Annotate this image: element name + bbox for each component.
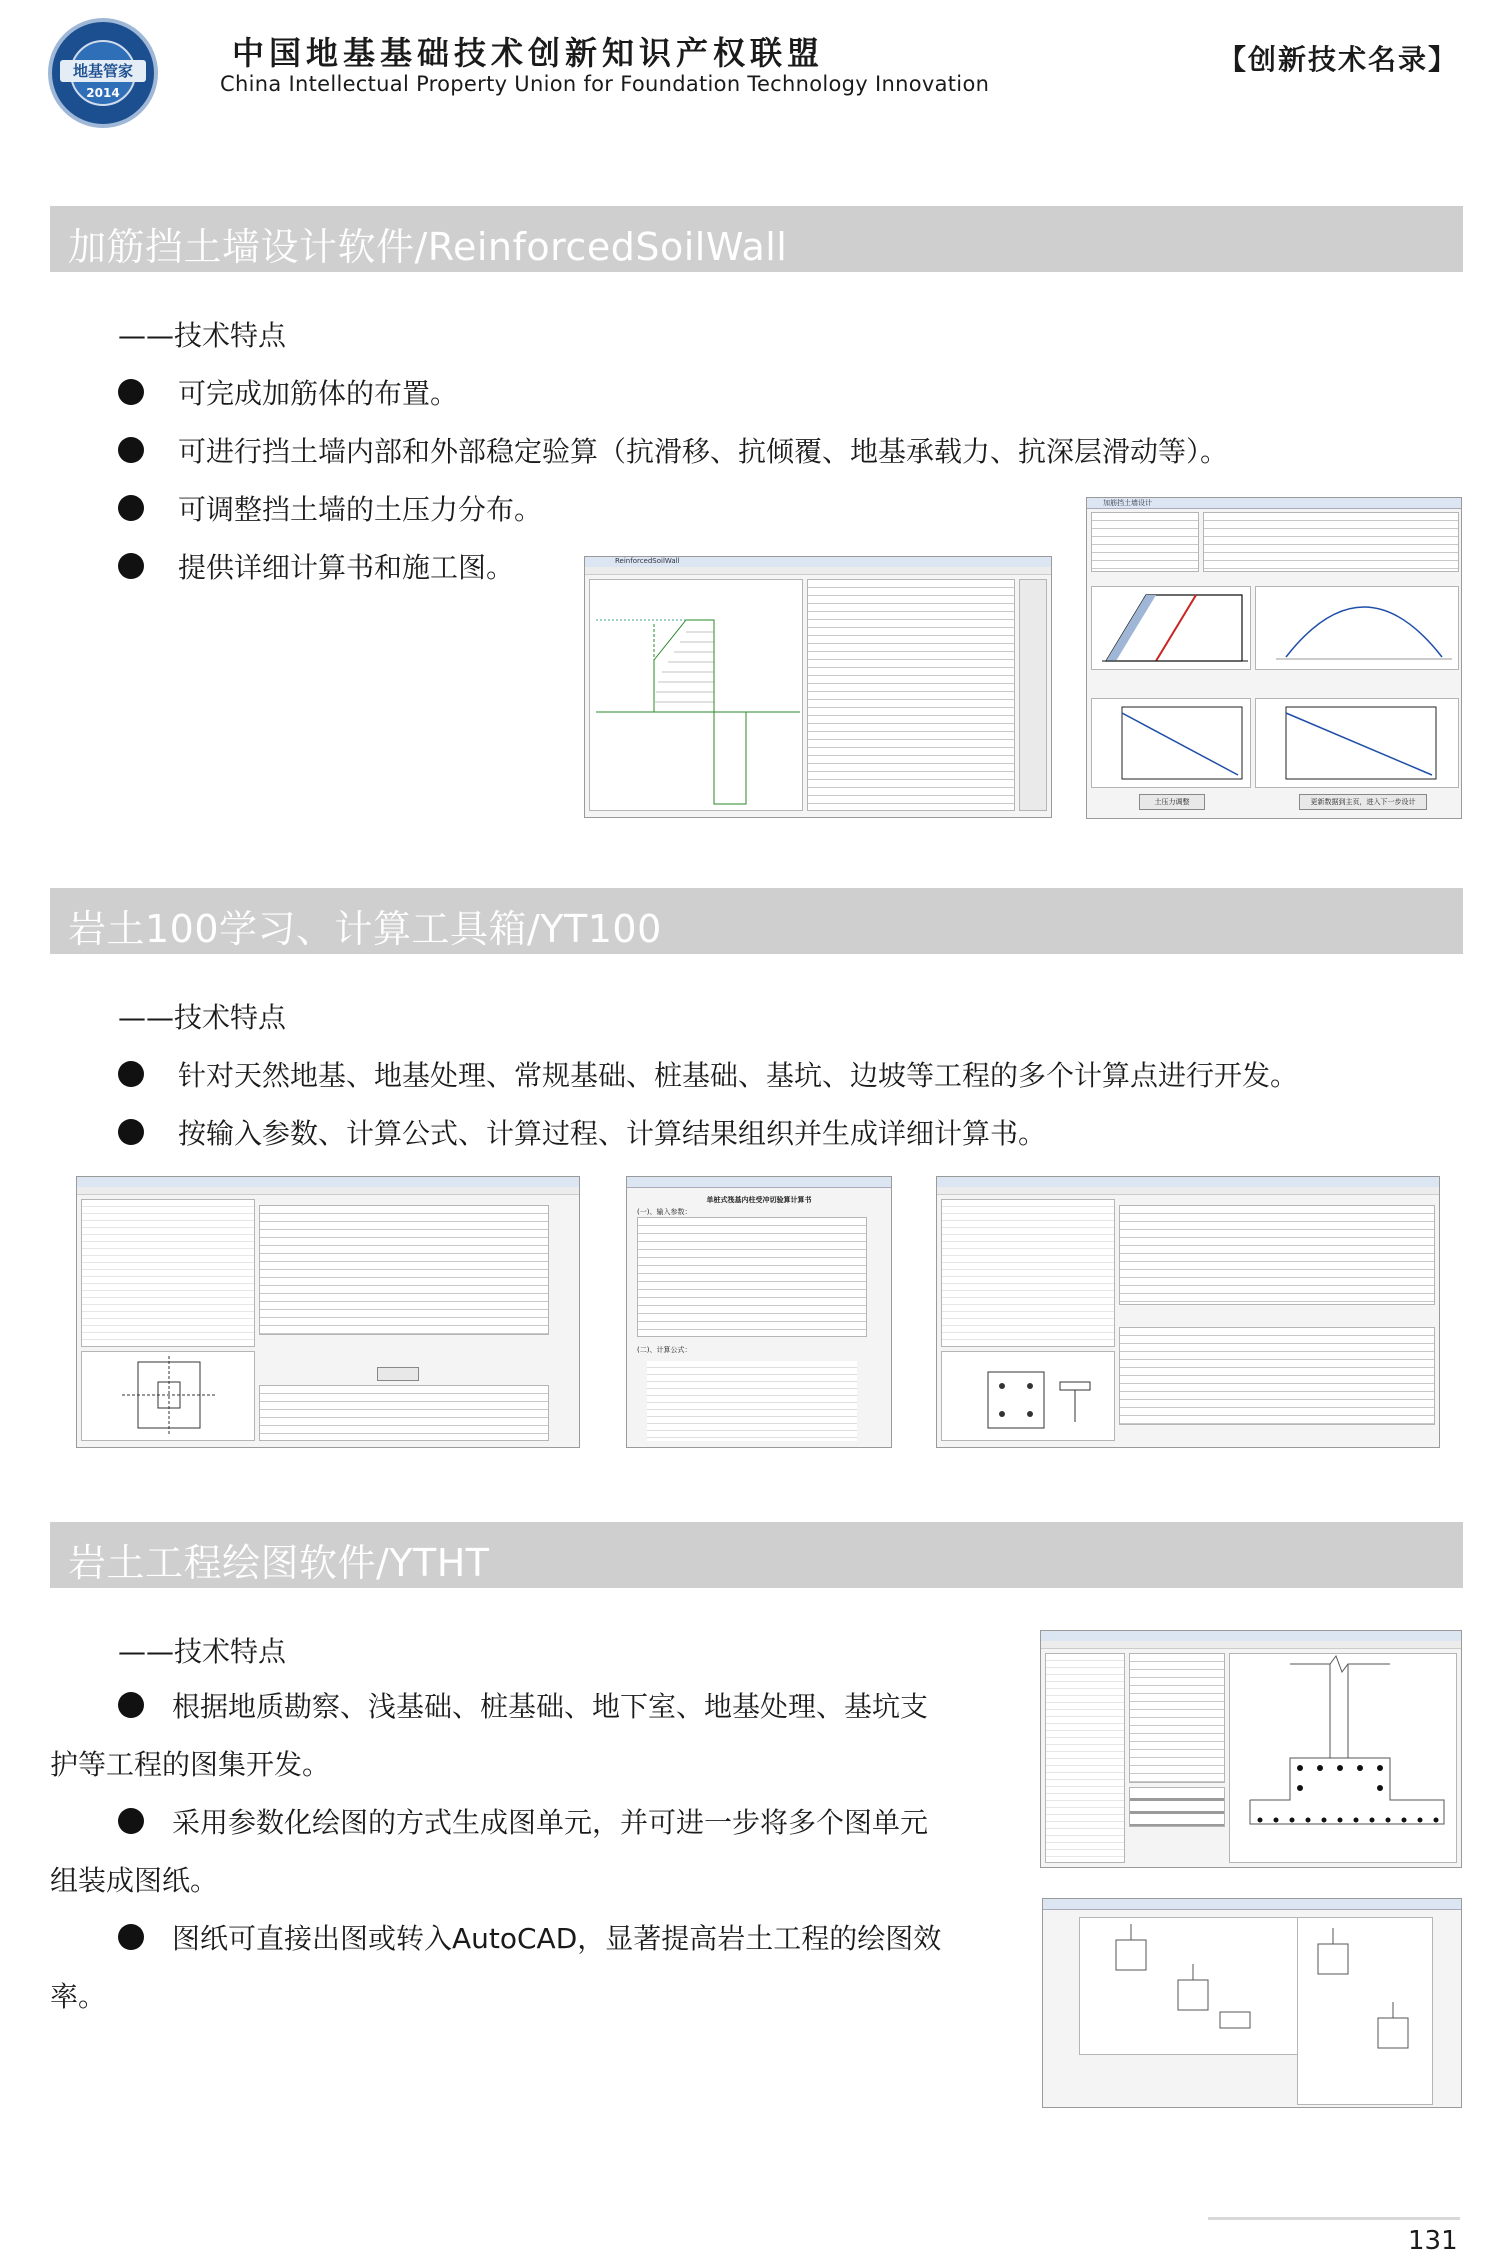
page-number: 131	[1408, 2226, 1458, 2256]
drawing-parameter-grid[interactable]	[1129, 1653, 1225, 1783]
scrollbar[interactable]	[1019, 579, 1047, 811]
report-input-table	[637, 1217, 867, 1337]
section-bar-ytht	[50, 1522, 1463, 1588]
module-tree[interactable]	[81, 1199, 255, 1347]
section-subtitle: ——技术特点	[118, 1001, 287, 1034]
drawing-canvas[interactable]	[1229, 1653, 1457, 1863]
result-grid	[259, 1385, 549, 1441]
bullet-dot	[118, 1924, 144, 1950]
wall-section-view	[1091, 586, 1251, 670]
bullet-item: 按输入参数、计算公式、计算过程、计算结果组织并生成详细计算书。	[118, 1112, 1046, 1152]
bullet-item: 提供详细计算书和施工图。	[118, 546, 514, 586]
external-pressure-chart	[1255, 698, 1459, 788]
section-title: 岩土工程绘图软件/YTHT	[68, 1541, 490, 1585]
bullet-dot	[118, 379, 144, 405]
rsw-main-screenshot: ReinforcedSoilWall	[584, 556, 1052, 818]
footer-rule	[1208, 2217, 1460, 2220]
bullet-dot	[118, 1692, 144, 1718]
feature-paragraph: 采用参数化绘图的方式生成图单元，并可进一步将多个图单元 组装成图纸。	[50, 1806, 929, 1897]
internal-pressure-chart	[1091, 698, 1251, 788]
catalog-tag: 【创新技术名录】	[1217, 43, 1458, 76]
ytht-sheet-screenshot	[1042, 1898, 1462, 2108]
wall-drawing-pane	[589, 579, 803, 811]
bullet-item: 可进行挡土墙内部和外部稳定验算（抗滑移、抗倾覆、地基承载力、抗深层滑动等）。	[118, 430, 1228, 470]
drawing-sheet-1	[1079, 1917, 1315, 2055]
layer-table[interactable]	[1129, 1787, 1225, 1827]
bullet-dot	[118, 1061, 144, 1087]
bullet-dot	[118, 495, 144, 521]
foundation-plan-view	[81, 1351, 255, 1441]
earth-pressure-curve	[1255, 586, 1459, 670]
report-formula-text	[647, 1361, 857, 1441]
pile-cap-drawing	[941, 1351, 1115, 1441]
next-step-button[interactable]: 更新数据到主页，进入下一步设计	[1299, 794, 1427, 810]
feature-paragraph: 图纸可直接出图或转入AutoCAD，显著提高岩土工程的绘图效 率。	[50, 1922, 942, 2013]
section-bar-yt100	[50, 888, 1463, 954]
bullet-dot	[118, 553, 144, 579]
rsw-design-screenshot: 加筋挡土墙设计 土压力调整 更新数据到主页，进入下一步设计	[1086, 497, 1462, 819]
calculate-button[interactable]	[377, 1367, 419, 1381]
section-subtitle: ——技术特点	[118, 1635, 287, 1668]
adjust-pressure-button[interactable]: 土压力调整	[1139, 794, 1205, 810]
bullet-dot	[118, 1808, 144, 1834]
input-parameter-grid[interactable]	[1119, 1205, 1435, 1305]
logo-band-text: 地基管家	[60, 60, 146, 82]
alliance-title-en: China Intellectual Property Union for Foundation Technology Innovation	[220, 72, 990, 96]
alliance-title-cn: 中国地基基础技术创新知识产权联盟	[232, 34, 825, 72]
yt100-report-screenshot: 单桩式筏基内柱受冲切验算计算书 (一)、输入参数： (二)、计算公式：	[626, 1176, 892, 1448]
section-title: 加筋挡土墙设计软件/ReinforcedSoilWall	[68, 225, 788, 269]
result-grid	[1119, 1327, 1435, 1425]
section-bar-reinforced-soil-wall	[50, 206, 1463, 272]
reinforcement-layout-table	[1203, 512, 1459, 572]
wall-params-table	[1091, 512, 1199, 572]
section-subtitle: ——技术特点	[118, 319, 287, 352]
bullet-dot	[118, 1119, 144, 1145]
logo-year: 2014	[86, 86, 120, 100]
bullet-item: 可调整挡土墙的土压力分布。	[118, 488, 542, 528]
bullet-dot	[118, 437, 144, 463]
input-parameter-grid[interactable]	[259, 1205, 549, 1335]
yt100-main-screenshot	[76, 1176, 580, 1448]
alliance-logo	[48, 18, 158, 128]
drawing-library-tree[interactable]	[1045, 1653, 1125, 1863]
bullet-item: 可完成加筋体的布置。	[118, 372, 458, 412]
ytht-editor-screenshot	[1040, 1630, 1462, 1868]
drawing-sheet-2	[1297, 1917, 1433, 2105]
bullet-item: 针对天然地基、地基处理、常规基础、桩基础、基坑、边坡等工程的多个计算点进行开发。	[118, 1054, 1298, 1094]
section-title: 岩土100学习、计算工具箱/YT100	[68, 907, 662, 951]
yt100-pile-screenshot	[936, 1176, 1440, 1448]
parameter-table-pane	[807, 579, 1015, 811]
feature-paragraph: 根据地质勘察、浅基础、桩基础、地下室、地基处理、基坑支 护等工程的图集开发。	[50, 1690, 929, 1781]
module-tree[interactable]	[941, 1199, 1115, 1347]
